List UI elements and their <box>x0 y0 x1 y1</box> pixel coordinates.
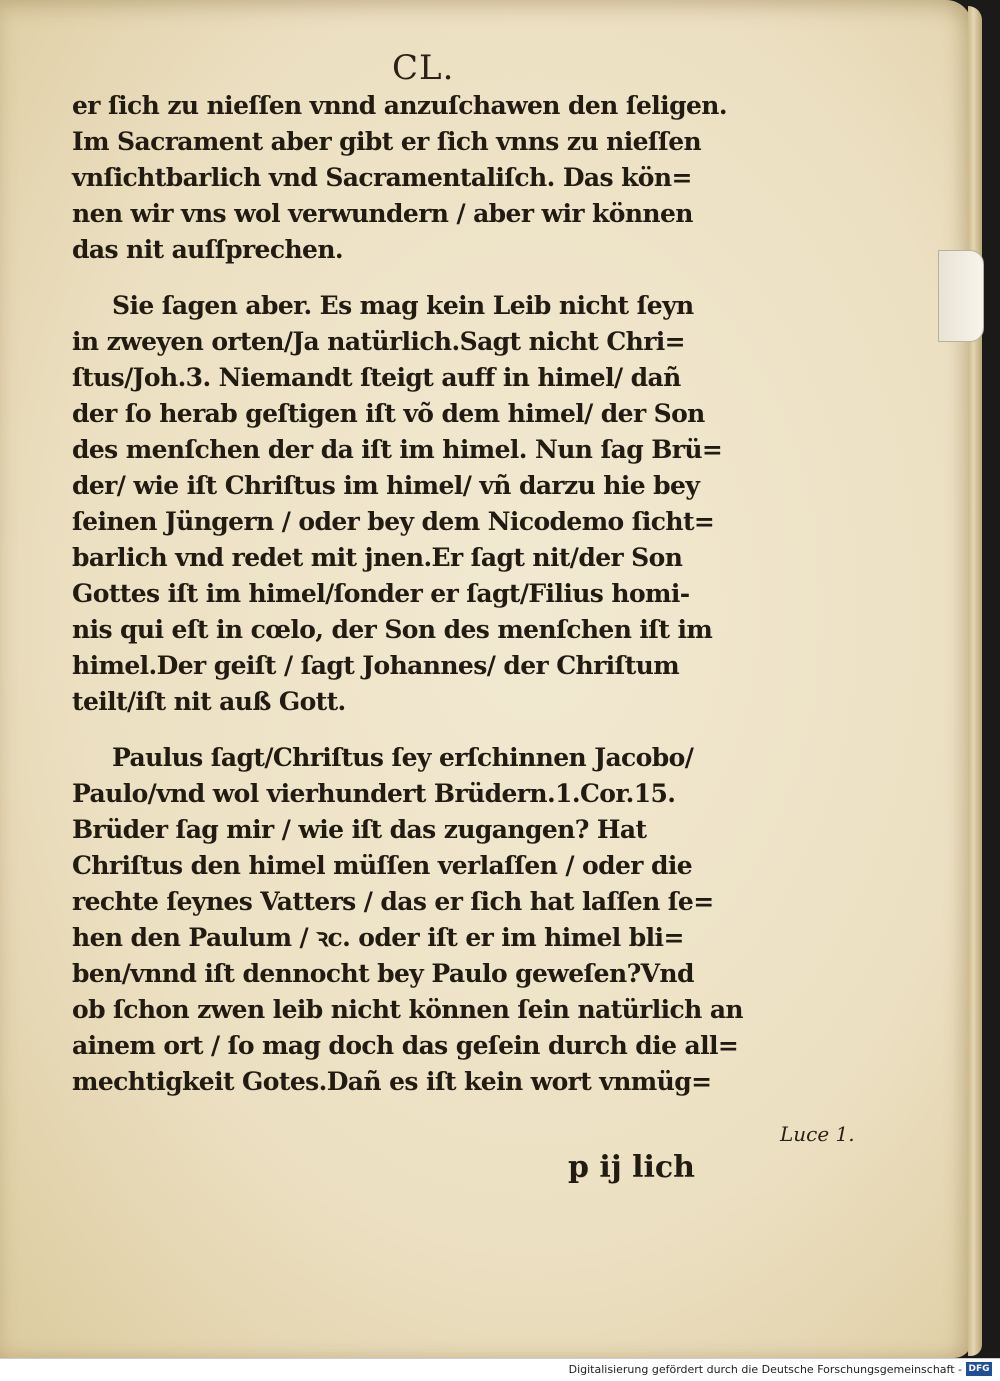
text-line: er ſich zu nieſſen vnnd anzuſchawen den ſeligen. <box>72 91 727 120</box>
text-line: rechte ſeynes Vatters / das er ſich hat laſſen ſe= <box>72 887 714 916</box>
text-line: Im Sacrament aber gibt er ſich vnns zu nieſſen <box>72 127 702 156</box>
signature-catchword: p ij lich <box>568 1150 695 1185</box>
page-header-folio: CL. <box>392 48 455 88</box>
text-line: hen den Paulum / ꝛc. oder iſt er im himel bli= <box>72 923 684 952</box>
paragraph-3 <box>72 740 792 1100</box>
text-line: himel.Der geiſt / ſagt Johannes/ der Chriſtum <box>72 651 680 680</box>
text-line: nis qui eſt in cœlo, der Son des menſchen iſt im <box>72 615 713 644</box>
text-line: das nit auſſprechen. <box>72 235 344 264</box>
text-line: Chriſtus den himel müſſen verlaſſen / oder die <box>72 851 693 880</box>
page-edge <box>968 6 982 1356</box>
text-line: Paulus ſagt/Chriſtus ſey erſchinnen Jacobo/ <box>112 743 694 772</box>
text-line: der/ wie iſt Chriſtus im himel/ vñ darzu hie bey <box>72 471 700 500</box>
footer-bar <box>0 1358 1000 1381</box>
text-line: des menſchen der da iſt im himel. Nun ſag Brü= <box>72 435 723 464</box>
text-line: vnſichtbarlich vnd Sacramentaliſch. Das kön= <box>72 163 692 192</box>
margin-note: Luce 1. <box>780 1122 855 1146</box>
text-line: ben/vnnd iſt dennocht bey Paulo geweſen?Vnd <box>72 959 694 988</box>
text-line: ainem ort / ſo mag doch das geſein durch die all= <box>72 1031 739 1060</box>
text-line: der ſo herab geſtigen iſt võ dem himel/ der Son <box>72 399 705 428</box>
text-line: Gottes iſt im himel/ſonder er ſagt/Filius homi- <box>72 579 690 608</box>
text-line: ſeinen Jüngern / oder bey dem Nicodemo ſicht= <box>72 507 715 536</box>
text-line: ob ſchon zwen leib nicht können ſein natürlich an <box>72 995 743 1024</box>
text-line: Paulo/vnd wol vierhundert Brüdern.1.Cor.15. <box>72 779 676 808</box>
text-line: barlich vnd redet mit jnen.Er ſagt nit/der Son <box>72 543 683 572</box>
text-line: in zweyen orten/Ja natürlich.Sagt nicht Chri= <box>72 327 686 356</box>
text-line: Brüder ſag mir / wie iſt das zugangen? Hat <box>72 815 647 844</box>
page-clip-tab <box>938 250 984 342</box>
text-line: nen wir vns wol verwundern / aber wir können <box>72 199 693 228</box>
text-line: Sie ſagen aber. Es mag kein Leib nicht ſeyn <box>112 291 694 320</box>
text-line: ſtus/Joh.3. Niemandt ſteigt auff in himel/ dañ <box>72 363 681 392</box>
text-line: mechtigkeit Gotes.Dañ es iſt kein wort vnmüg= <box>72 1067 712 1096</box>
text-line: teilt/iſt nit auß Gott. <box>72 687 346 716</box>
main-text <box>72 88 792 1120</box>
dfg-logo-icon: DFG <box>966 1362 992 1376</box>
paragraph-1 <box>72 88 792 268</box>
paragraph-2 <box>72 288 792 720</box>
footer-credit: Digitalisierung gefördert durch die Deutsche Forschungsgemeinschaft - <box>568 1363 962 1376</box>
